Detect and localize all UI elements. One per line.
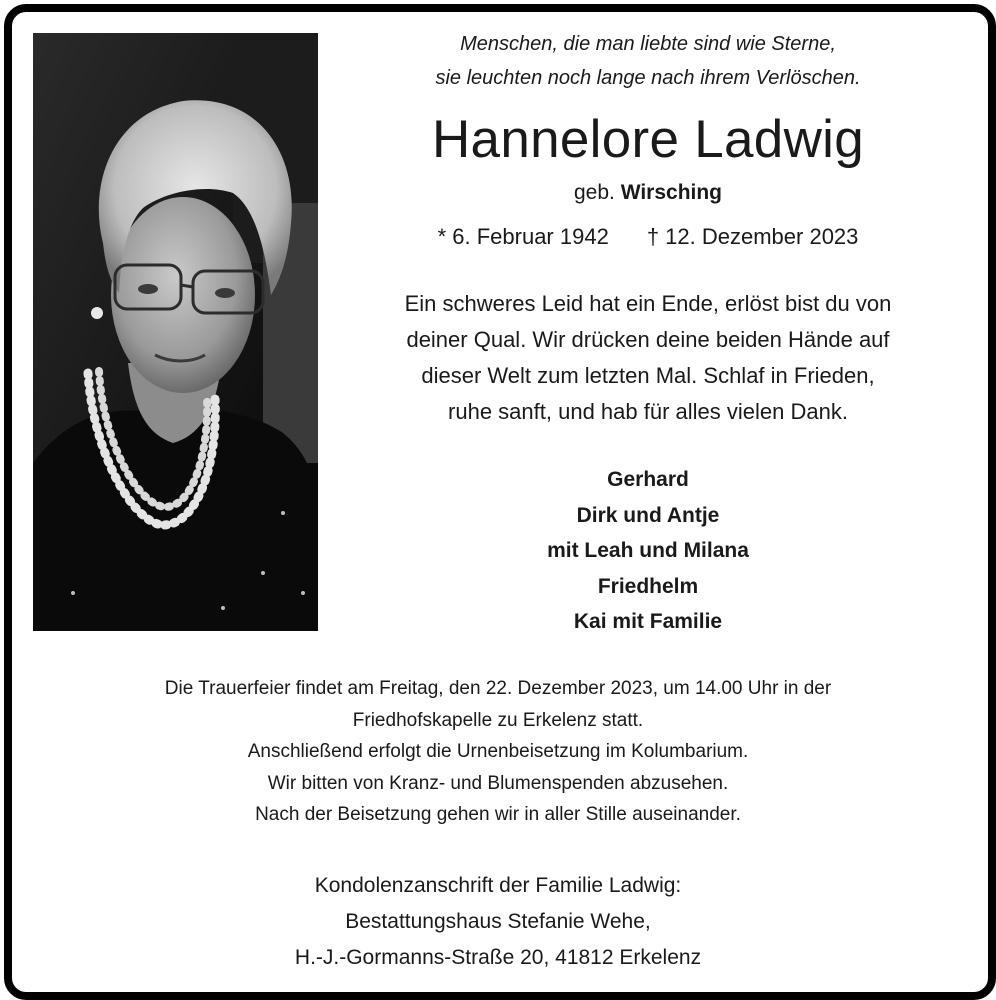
family-name: Kai mit Familie: [573, 610, 723, 633]
birth-date: * 6. Februar 1942: [437, 224, 609, 249]
condolence-line: Kondolenzanschrift der Familie Ladwig:: [314, 874, 682, 897]
condolence-address: [0, 868, 996, 976]
maiden-name-line: [330, 176, 966, 210]
funeral-line: Wir bitten von Kranz- und Blumenspenden abzusehen.: [267, 772, 729, 794]
deceased-name: Hannelore Ladwig: [431, 110, 865, 169]
condolence-line: Bestattungshaus Stefanie Wehe,: [345, 910, 651, 933]
family-name: mit Leah und Milana: [547, 539, 749, 562]
verse-line: ruhe sanft, und hab für alles vielen Dank.: [448, 399, 848, 424]
motto-quote: [330, 27, 966, 95]
portrait-image: [33, 33, 318, 631]
born-prefix: geb.: [573, 181, 615, 204]
family-name: Dirk und Antje: [576, 503, 720, 527]
funeral-line: Die Trauerfeier findet am Freitag, den 22. Dezember 2023, um 14.00 Uhr in der: [164, 678, 832, 699]
life-dates: [330, 220, 966, 254]
motto-line: Menschen, die man liebte sind wie Sterne,: [460, 33, 836, 55]
family-names: [330, 462, 966, 640]
maiden-name: Wirsching: [620, 181, 723, 204]
verse-line: dieser Welt zum letzten Mal. Schlaf in Frieden,: [421, 363, 875, 388]
funeral-line: Friedhofskapelle zu Erkelenz statt.: [352, 709, 644, 731]
family-name: Friedhelm: [597, 574, 699, 598]
funeral-details: [0, 673, 996, 831]
motto-line: sie leuchten noch lange nach ihrem Verlöschen.: [435, 67, 861, 89]
condolence-line: H.-J.-Gormanns-Straße 20, 41812 Erkelenz: [294, 946, 702, 969]
memorial-verse: [330, 286, 966, 430]
funeral-line: Nach der Beisetzung gehen wir in aller Stille auseinander.: [255, 804, 741, 825]
funeral-line: Anschließend erfolgt die Urnenbeisetzung im Kolumbarium.: [247, 741, 749, 762]
verse-line: deiner Qual. Wir drücken deine beiden Hände auf: [406, 327, 890, 352]
verse-line: Ein schweres Leid hat ein Ende, erlöst bist du von: [404, 291, 892, 316]
family-name: Gerhard: [607, 468, 689, 491]
death-date: † 12. Dezember 2023: [646, 224, 859, 249]
portrait-photo: [33, 33, 318, 631]
